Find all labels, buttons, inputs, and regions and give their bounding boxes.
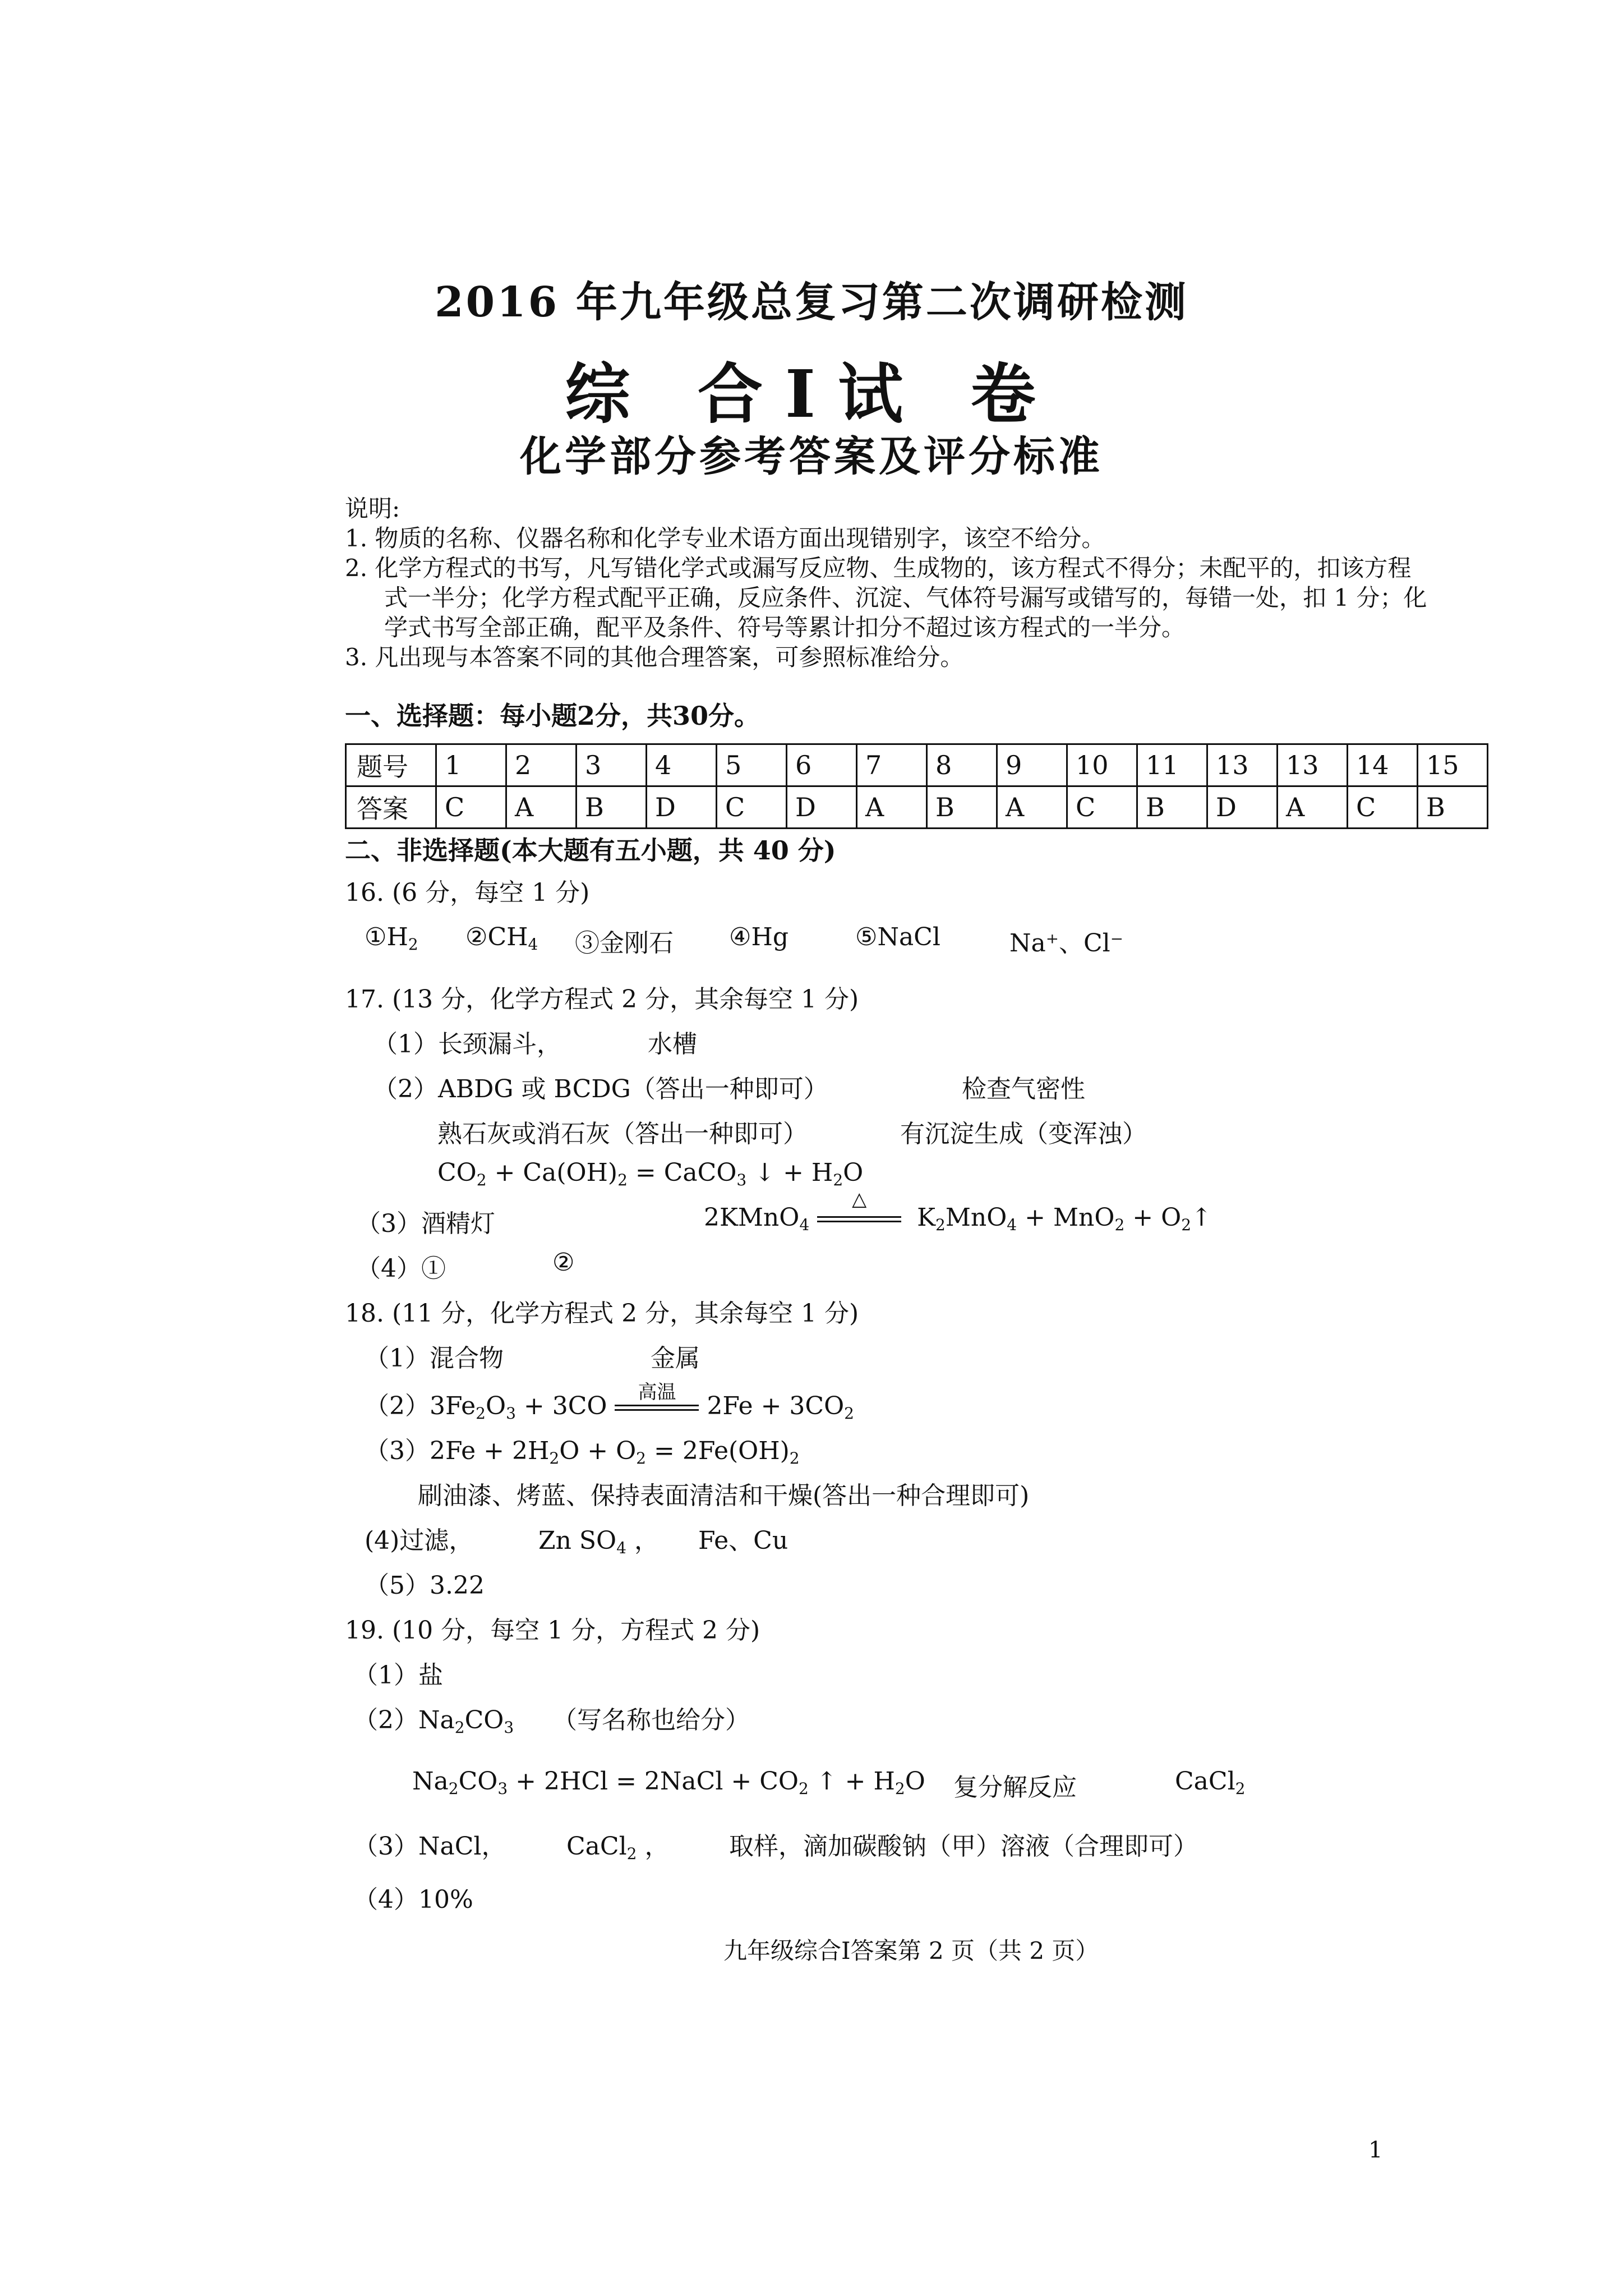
q16-answer-2: $②CH_4$ [465, 923, 538, 954]
answer-cell: D [1207, 786, 1278, 829]
q19-part2-note: （写名称也给分） [552, 1706, 750, 1734]
q16-heading: 16. (6 分，每空 1 分) [345, 878, 590, 907]
question-number: 1 [436, 744, 506, 786]
question-number: 11 [1137, 744, 1207, 786]
q18-part5: （5）3.22 [365, 1571, 485, 1600]
q16-answer-4: ④Hg [729, 923, 789, 951]
q16-answer-5: ⑤NaCl [855, 923, 940, 951]
q17-part1-b: 水槽 [648, 1030, 697, 1059]
question-number: 6 [787, 744, 857, 786]
answer-row [346, 786, 1488, 829]
q17-part2-d: 有沉淀生成（变浑浊） [900, 1120, 1147, 1148]
q17-part2-b: 检查气密性 [962, 1075, 1085, 1103]
question-number: 8 [927, 744, 997, 786]
q18-part4-a: (4)过滤， [365, 1526, 474, 1555]
question-number: 9 [997, 744, 1067, 786]
q19-heading: 19. (10 分，每空 1 分，方程式 2 分) [345, 1616, 760, 1645]
section1-title: 一、选择题：每小题2分，共30分。 [345, 701, 760, 731]
answer-cell: B [1418, 786, 1488, 829]
q19-part3-c: 取样，滴加碳酸钠（甲）溶液（合理即可） [729, 1832, 1198, 1861]
answer-cell: B [577, 786, 647, 829]
q16-answer-3: ③金刚石 [575, 929, 674, 958]
q19-part1: （1）盐 [353, 1661, 443, 1690]
answer-key-title: 化学部分参考答案及评分标准 [520, 432, 1103, 481]
question-number: 14 [1348, 744, 1418, 786]
q19-part2-a: $(2)Na_2CO_3$ [353, 1706, 514, 1737]
q19-part4: （4）10% [353, 1885, 473, 1914]
answer-table [345, 743, 1488, 829]
question-number-row [346, 744, 1488, 786]
q18-heading: 18. (11 分，化学方程式 2 分，其余每空 1 分) [345, 1299, 859, 1328]
question-number: 7 [857, 744, 927, 786]
answer-cell: C [1348, 786, 1418, 829]
question-number: 4 [647, 744, 717, 786]
q18-part1-b: 金属 [651, 1344, 700, 1373]
q19-part3-b: CaCl$_2$ ， [566, 1832, 670, 1863]
note-item-1: 1. 物质的名称、仪器名称和化学专业术语方面出现错别字，该空不给分。 [345, 524, 1105, 552]
q18-part4-b: Zn $SO_4$ ， [538, 1526, 659, 1557]
answer-cell: C [436, 786, 506, 829]
heat-symbol: △ [852, 1188, 867, 1211]
q18-part1-a: （1）混合物 [365, 1344, 504, 1373]
q16-answer-ions: Na⁺、Cl⁻ [1009, 929, 1123, 958]
row-header-answer: 答案 [346, 786, 436, 829]
q19-part3-a: （3）NaCl， [353, 1832, 506, 1861]
answer-cell: A [857, 786, 927, 829]
heat-condition-sign [817, 1188, 901, 1226]
answer-cell: A [506, 786, 577, 829]
answer-cell: A [997, 786, 1067, 829]
answer-cell: A [1278, 786, 1348, 829]
row-header-number: 题号 [346, 744, 436, 786]
q16-answer-1-text: ①H [365, 923, 408, 951]
q16-answer-1: $①H_2$ [365, 923, 418, 954]
q19-part2-c: CaCl$_2$ [1175, 1767, 1246, 1798]
answer-cell: D [787, 786, 857, 829]
high-temp-label: 高温 [638, 1381, 676, 1404]
q17-part3-a: （3）酒精灯 [356, 1209, 495, 1238]
q17-part1-a: （1）长颈漏斗， [373, 1030, 561, 1059]
question-number: 13 [1207, 744, 1278, 786]
question-number: 3 [577, 744, 647, 786]
paper-title: 综 合Ⅰ试 卷 [565, 356, 1058, 432]
page-footer: 九年级综合Ⅰ答案第 2 页（共 2 页） [723, 1937, 1099, 1964]
note-item-3: 3. 凡出现与本答案不同的其他合理答案，可参照标准给分。 [345, 643, 964, 671]
q17-part2-a: （2）ABDG 或 BCDG（答出一种即可） [373, 1075, 828, 1103]
answer-cell: C [1067, 786, 1137, 829]
answer-cell: B [927, 786, 997, 829]
q17-heading: 17. (13 分，化学方程式 2 分，其余每空 1 分) [345, 985, 859, 1014]
answer-cell: D [647, 786, 717, 829]
page-number: 1 [1368, 2137, 1383, 2163]
notes-heading: 说明: [345, 495, 400, 522]
question-number: 10 [1067, 744, 1137, 786]
high-temp-condition-sign [615, 1381, 699, 1415]
section2-title: 二、非选择题(本大题有五小题，共 40 分) [345, 835, 836, 866]
q18-equation-1: $(2)3Fe_2O_3 + 3CO$ 高温 $2Fe + 3CO_2$ [365, 1386, 854, 1423]
answer-cell: C [717, 786, 787, 829]
q18-part4-c: Fe、Cu [698, 1526, 789, 1555]
note-item-2: 2. 化学方程式的书写，凡写错化学式或漏写反应物、生成物的，该方程式不得分；未配平的，扣该方程式一半分；化学方程式配平正确，反应条件、沉淀、气体符号漏写或错写的，每错一处，扣 1 分；化学式书写全部正确，配平及条件、符号等累计扣分不超过该方程式的一半分。 [345, 554, 1427, 641]
q17-equation-2: 2KMnO$_4$ △ $K_2MnO_4 + MnO_2$ + $O_2↑$ [704, 1188, 1212, 1234]
q17-part4-b: ② [552, 1248, 575, 1277]
q18-part3-b: 刷油漆、烤蓝、保持表面清洁和干燥(答出一种合理即可) [418, 1481, 1030, 1510]
question-number: 15 [1418, 744, 1488, 786]
q17-equation-1: $CO_2 + Ca(OH)_2$ = CaCO$_3$ ↓ + $H_2O$ [437, 1158, 864, 1189]
question-number: 5 [717, 744, 787, 786]
q19-reaction-type: 复分解反应 [953, 1773, 1077, 1802]
q17-part4-a: （4）① [356, 1254, 446, 1283]
q16-answer-2-text: ②CH [465, 923, 528, 951]
question-number: 13 [1278, 744, 1348, 786]
exam-title: 2016 年九年级总复习第二次调研检测 [435, 278, 1188, 326]
grading-notes [345, 494, 1433, 672]
question-number: 2 [506, 744, 577, 786]
answer-cell: B [1137, 786, 1207, 829]
q17-part2-c: 熟石灰或消石灰（答出一种即可） [437, 1120, 808, 1148]
q18-equation-2: $(3)2Fe + 2H_2O + O_2 = 2Fe(OH)_2$ [365, 1437, 800, 1467]
q19-equation: $Na_2CO_3 + 2HCl$ = 2NaCl + $CO_2$ ↑ + $H_2O$ [412, 1767, 925, 1798]
